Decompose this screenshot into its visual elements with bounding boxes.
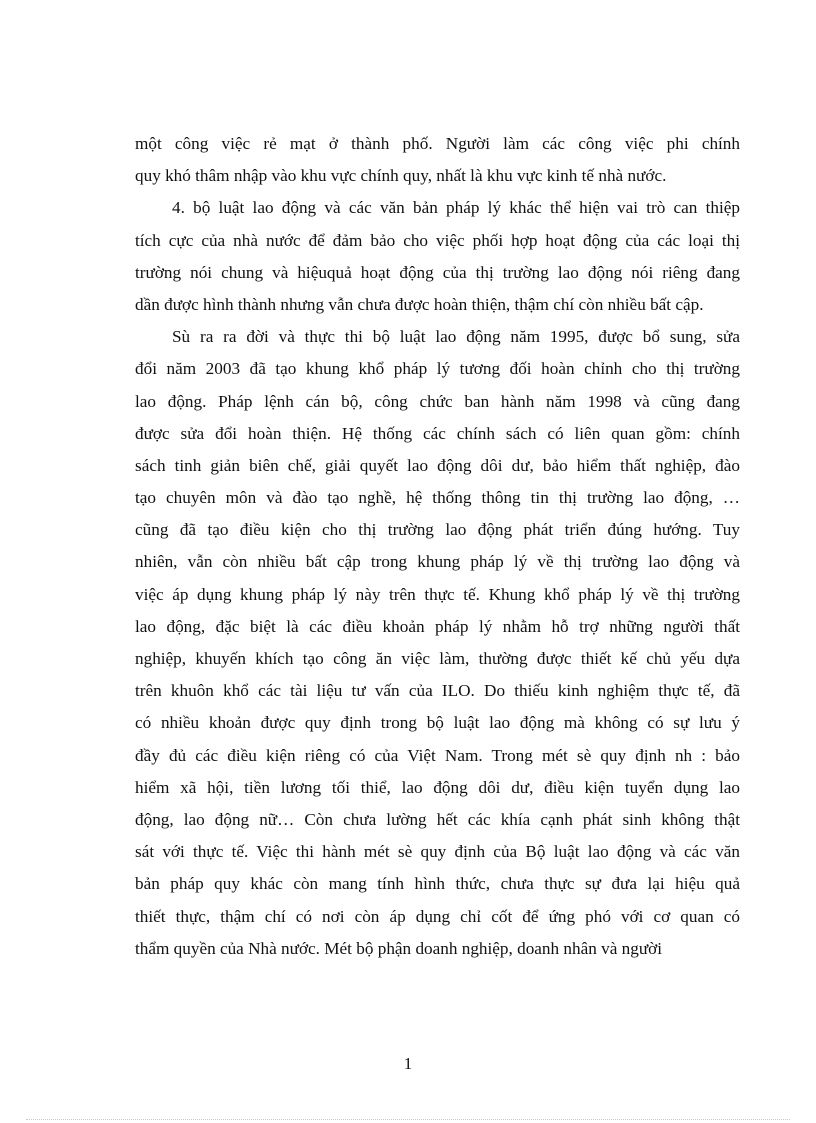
- paragraph: [135, 192, 740, 321]
- text-line: tạo chuyên môn và đào tạo nghề, hệ thống thông tin thị trường lao động, …: [135, 488, 740, 508]
- footer-divider: [26, 1119, 790, 1120]
- page-number: 1: [403, 1054, 413, 1073]
- text-line: trường nói chung và hiệuquả hoạt động của thị trường lao động nói riêng đang: [135, 262, 740, 282]
- text-line: lao động, đặc biệt là các điều khoản pháp lý nhằm hỗ trợ những người thất: [135, 616, 740, 636]
- text-line: 4. bộ luật lao động và các văn bản pháp lý khác thể hiện vai trò can thiệp: [172, 198, 740, 218]
- text-line: đầy đủ các điều kiện riêng có của Việt Nam. Trong mét sè quy định nh : bảo: [135, 745, 740, 765]
- text-line: nghiệp, khuyến khích tạo công ăn việc làm, thường được thiết kế chủ yếu dựa: [135, 649, 740, 668]
- text-line: sách tinh giản biên chế, giải quyết lao động dôi dư, bảo hiểm thất nghiệp, đào: [135, 455, 740, 475]
- text-line: Sù ra ra đời và thực thi bộ luật lao động năm 1995, được bổ sung, sửa: [172, 327, 740, 347]
- text-line: sát với thực tế. Việc thi hành mét sè quy định của Bộ luật lao động và các văn: [135, 842, 740, 862]
- text-line: tích cực của nhà nước để đảm bảo cho việc phối hợp hoạt động của các loại thị: [135, 230, 740, 250]
- text-line: một công việc rẻ mạt ở thành phố. Người làm các công việc phi chính: [135, 134, 740, 153]
- text-line: cũng đã tạo điều kiện cho thị trường lao động phát triển đúng hướng. Tuy: [135, 520, 740, 540]
- paragraph: [135, 128, 740, 192]
- text-line: được sửa đổi hoàn thiện. Hệ thống các chính sách có liên quan gồm: chính: [135, 423, 740, 443]
- text-line: dần được hình thành nhưng vẫn chưa được hoàn thiện, thậm chí còn nhiều bất cập.: [135, 294, 704, 314]
- text-line: thẩm quyền của Nhà nước. Mét bộ phận doanh nghiệp, doanh nhân và người: [135, 938, 663, 958]
- text-line: việc áp dụng khung pháp lý này trên thực tế. Khung khổ pháp lý về thị trường: [135, 584, 740, 604]
- paragraph: [135, 321, 740, 965]
- text-line: động, lao động nữ… Còn chưa lường hết các khía cạnh phát sinh không thật: [135, 809, 740, 829]
- text-line: thiết thực, thậm chí có nơi còn áp dụng chỉ cốt để ứng phó với cơ quan có: [135, 906, 740, 926]
- text-line: bản pháp quy khác còn mang tính hình thức, chưa thực sự đưa lại hiệu quả: [135, 874, 740, 894]
- text-line: đổi năm 2003 đã tạo khung khổ pháp lý tương đối hoàn chỉnh cho thị trường: [135, 359, 740, 379]
- text-line: nhiên, vẫn còn nhiều bất cập trong khung pháp lý về thị trường lao động và: [135, 552, 740, 572]
- document-body: [135, 128, 740, 965]
- text-line: hiểm xã hội, tiền lương tối thiể, lao động dôi dư, điều kiện tuyển dụng lao: [135, 777, 740, 797]
- text-line: lao động. Pháp lệnh cán bộ, công chức ban hành năm 1998 và cũng đang: [135, 391, 740, 411]
- text-line: quy khó thâm nhập vào khu vực chính quy, nhất là khu vực kinh tế nhà nước.: [135, 166, 667, 186]
- text-line: trên khuôn khổ các tài liệu tư vấn của ILO. Do thiếu kinh nghiệm thực tế, đã: [135, 681, 740, 701]
- text-line: có nhiều khoản được quy định trong bộ luật lao động mà không có sự lưu ý: [135, 713, 740, 733]
